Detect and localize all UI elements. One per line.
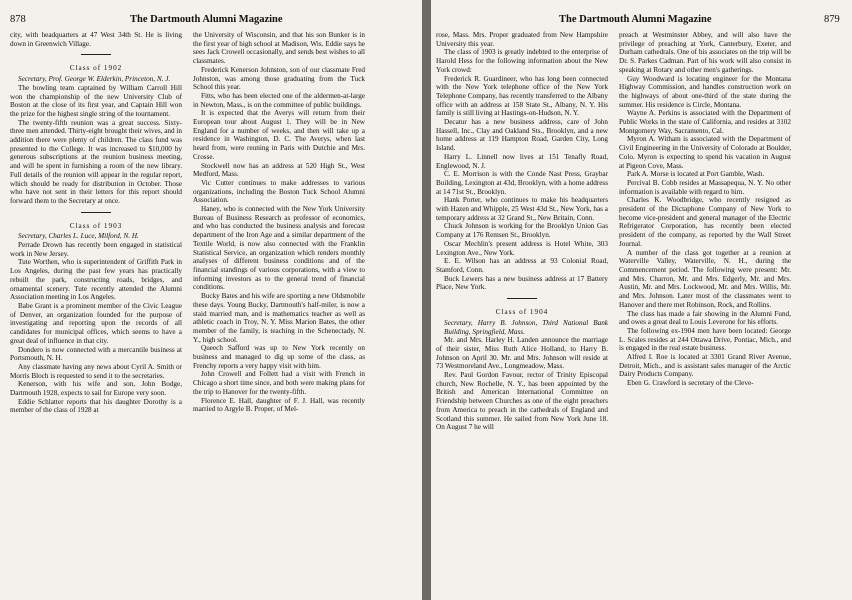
left-column-2 [193,31,365,414]
section-divider [507,298,537,299]
paragraph: Alfred I. Roe is located at 3301 Grand River Avenue, Detroit, Mich., and is assistant sales manager of the Arctic Dairy Products Company. [619,353,791,379]
paragraph: Frederick Kenerson Johnston, son of our classmate Fred Johnston, was among those graduating from the Tuck School this year. [193,65,365,92]
paragraph: Vic Cutter continues to make addresses to various organizations, including the Boston Tuck School Alumni Association. [193,178,365,205]
left-page-number: 878 [10,14,26,25]
paragraph: The class has made a fair showing in the Alumni Fund, and owes a great deal to Louis Leverone for his efforts. [619,309,791,327]
class-secretary-line: Secretary, Prof. George W. Elderkin, Princeton, N. J. [18,75,171,84]
paragraph: Bucky Bates and his wife are sporting a new Oldsmobile these days. Young Bucky, Dartmouth's half-miler, is now a staid married man, and is mathematics teacher as well as athletic coach in Troy, N. Y. Miss Marion Bates, the other member of the family, is teaching in the Schenectady, N. Y., high school. [193,292,365,344]
paragraph: Decatur has a new business address, care of John Hassell, Inc., Clay and Oakland Sts., Brooklyn, and a new home address at 119 Hampton Road, Garden City, Long Island. [436,118,608,153]
paragraph: The twenty-fifth reunion was a great success. Sixty-three men attended. Thirty-eight brought their wives, and in addition there were plenty of children. The class fund was presented to the College. It was increased to $10,000 by generous subscriptions at the reunion business meeting, and will be spent in furnishing a room of the new library. Full details of the reunion will appear in the regular report, which should be ready for distribution in October. Those who have not sent in their letters for this report should forward them to the Secretary at once. [10,118,182,205]
left-running-head: The Dartmouth Alumni Magazine [130,14,283,25]
paragraph: Any classmate having any news about Cyril A. Smith or Morris Bloch is requested to send it to the secretaries. [10,362,182,380]
class-heading: Class of 1902 [69,64,123,73]
paragraph: Tute Worthen, who is superintendent of Griffith Park in Los Angeles, during the past few years has practically rebuilt the park, constructing roads, bridges, and ornamental scenery. Tute recently attended the Alumni Association meeting in Los Angeles. [10,258,182,302]
paragraph: Florence E. Hall, daughter of F. J. Hall, was recently married to Argyle B. Proper, of Mel- [193,396,365,414]
paragraph: Perrade Drown has recently been engaged in statistical work in New Jersey. [10,241,182,258]
paragraph: preach at Westminster Abbey, and will also have the privilege of preaching at York, Canterbury, Exeter, and Durham cathedrals. One of his associates on the trip will be Dr. S. Parkes Cadman. Part of his work will also consist in speaking at Rotary and other men's gatherings. [619,31,791,74]
paragraph: The following ex-1904 men have been located: George L. Scales resides at 244 Ottawa Drive, Pontiac, Mich., and is engaged in the real estate business. [619,326,791,353]
paragraph: C. E. Morrison is with the Conde Nast Press, Graybar Building, Lexington at 43d, Brooklyn, with a home address at 14 71st St., Brooklyn. [436,170,608,196]
paragraph: Charles K. Woodbridge, who recently resigned as president of the Dictaphone Company of New York to become vice-president and general manager of the Electric Refrigerator Corporation, has recently been elected president of the company, as reported by the Wall Street Journal. [619,196,791,248]
section-divider [81,54,111,55]
right-page-number: 879 [824,14,840,25]
paragraph: Chuck Johnson is working for the Brooklyn Union Gas Company at 176 Remsen St., Brooklyn. [436,222,608,240]
paragraph: Babe Grant is a prominent member of the Civic League of Denver, an organization founded for the purpose of investigating and reporting upon the records of all candidates for municipal offices, which seems to have a great deal of influence in that city. [10,301,182,345]
paragraph: Oscar Mechlin's present address is Hotel White, 303 Lexington Ave., New York. [436,239,608,257]
class-heading: Class of 1903 [69,221,123,230]
right-column-1 [436,31,608,432]
paragraph: Haney, who is connected with the New York University Bureau of Business Research as professor of economics, and who has conducted the business analysis and forecast department of the Iron Age and a similar department of the Textile World, is now also connected with the Franklin Statistical Service, an organization which renders monthly analyses of different business conditions and of the financial standings of various corporations, with a view to informing investors as to the general trend of financial conditions. [193,205,365,292]
paragraph: The bowling team captained by William Carroll Hill won the championship of the new University Club of Boston at the close of its first year, and Captain Hill won the prize for the highest single string of the tournament. [10,83,182,118]
paragraph: Harry L. Linnell now lives at 151 Tenafly Road, Englewood, N. J. [436,152,608,170]
paragraph: Hank Porter, who continues to make his headquarters with Hazen and Whipple, 25 West 43d St., New York, has a temporary address at 32 Grand St., New Britain, Conn. [436,196,608,222]
right-page [426,0,852,600]
class-secretary-line: Secretary, Charles L. Luce, Milford, N. H. [18,232,139,241]
paragraph: Queech Safford was up to New York recently on business and managed to dig up some of the class, as Frenchy reports a very happy visit with him. [193,344,365,370]
class-secretary-line: Secretary, Harry B. Johnson, Third National Bank Building, Springfield, Mass. [444,318,608,336]
paragraph: Fitts, who has been elected one of the aldermen-at-large in Newton, Mass., is on the committee of public buildings. [193,91,365,109]
paragraph: Eben G. Crawford is secretary of the Cleve- [627,379,754,388]
paragraph: Guy Woodward is locating engineer for the Montana Highway Commission, and handles construction work on the highways of about one-third of the state during the summer. His residence is Circle, Montana. [619,74,791,109]
paragraph: John Crowell and Follett had a visit with French in Chicago a short time since, and both were making plans for the trip to Hanover for the twenty-fifth. [193,370,365,396]
left-column-1 [10,31,182,415]
paragraph: Mr. and Mrs. Harley H. Landen announce the marriage of their sister, Miss Ruth Alice Holland, to Harry B. Johnson on April 30. Mr. and Mrs. Johnson will reside at 73 Westmoreland Ave., Longmeadow, Mass. [436,336,608,371]
paragraph: Buck Lewers has a new business address at 17 Battery Place, New York. [436,274,608,292]
paragraph: rose, Mass. Mrs. Proper graduated from New Hampshire University this year. [436,31,608,48]
paragraph: Rev. Paul Gordon Favour, rector of Trinity Episcopal church, New Rochelle, N. Y., has been appointed by the British and American International Committee on Friendship between Churches as one of the eight preachers from America to preach in the cathedrals of England and Scotland this summer. He sailed from New York June 18. On August 7 he will [436,371,608,432]
class-heading: Class of 1904 [495,308,549,317]
paragraph: Wayne A. Perkins is associated with the Department of Public Works in the state of California, and resides at 3102 Montgomery Way, Sacramento, Cal. [619,109,791,135]
paragraph: Kenerson, with his wife and son, John Bodge, Dartmouth 1928, expects to sail for Europe very soon. [10,380,182,398]
paragraph: Percival B. Cobb resides at Massapequa, N. Y. No other information is available with regard to him. [619,178,791,196]
paragraph: Frederick R. Guardineer, who has long been connected with the New York telephone office of the New York Telephone Company, has recently transferred to the Albany office with an address at 158 State St., Albany, N. Y. His family is still living at Hastings-on-Hudson, N. Y. [436,74,608,118]
paragraph: Stockwell now has an address at 520 High St., West Medford, Mass. [193,161,365,179]
paragraph: It is expected that the Averys will return from their European tour about August 1. They will be in New England for a number of weeks, and then will take up a residence in Washington, D. C. The Averys, when last heard from, were reuning in Paris with Dutchie and Mrs. Crosse. [193,109,365,161]
paragraph: city, with headquarters at 47 West 34th St. He is living down in Greenwich Village. [10,31,182,48]
paragraph: the University of Wisconsin, and that his son Bunker is in the first year of high school at Madison, Wis. Eddie says he sees Jack Crowell occasionally, and sends best wishes to all classmates. [193,31,365,66]
paragraph: Eddie Schlatter reports that his daughter Dorothy is a member of the class of 1928 at [10,397,182,415]
paragraph: A number of the class got together at a reunion at Waterville Valley, Waterville, N. H., during the Commencement period. The following were present: Mr. and Mrs. Charron, Mr. and Mrs. Edgerly, Mr. and Mrs. Austin, Mr. and Mrs. Lockwood, Mr. and Mrs. Willis, Mr. and Mrs. Johnson. Later most of the classmates went to Hanover and there met Robinson, Rock, and Rollins. [619,248,791,309]
section-divider [81,212,111,213]
paragraph: Myron A. Witham is associated with the Department of Civil Engineering in the University of Colorado at Boulder, Colo. Myron is expecting to spend his vacation in August at Pigeon Cove, Mass. [619,135,791,170]
paragraph: The class of 1903 is greatly indebted to the enterprise of Harold Hess for the following information about the New York crowd: [436,48,608,74]
paragraph: E. E. Wilson has an address at 93 Colonial Road, Stamford, Conn. [436,257,608,274]
right-column-2 [619,31,791,388]
right-running-head: The Dartmouth Alumni Magazine [559,14,712,25]
paragraph: Park A. Morse is located at Port Gamble, Wash. [627,170,765,179]
paragraph: Dondero is now connected with a mercantile business at Portsmouth, N. H. [10,345,182,363]
